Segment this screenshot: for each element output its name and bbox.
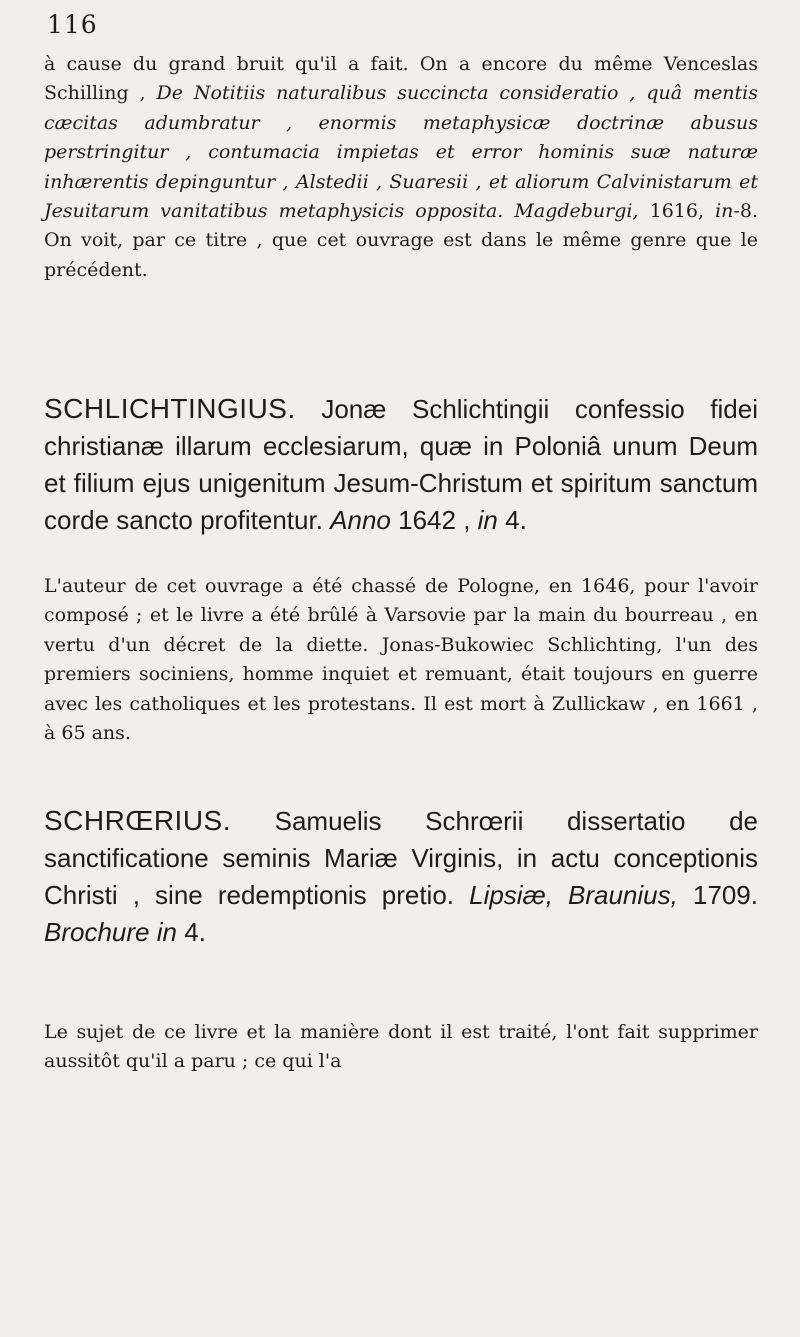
intro-text-1: à cause du grand bruit qu'il a fait. On a encore du même Venceslas Schilling , — [44, 53, 758, 105]
intro-text-3: -8. On voit, par ce titre , que cet ouvrage est dans le même genre que le précédent. — [44, 200, 758, 281]
intro-format-italic: in — [715, 200, 734, 223]
entry-italic-format: Brochure in — [44, 917, 177, 947]
entry-schlichtingius — [44, 390, 758, 539]
entry-body-text: Jonæ Schlichtingii confessio fidei christianæ illarum ecclesiarum, quæ in Poloniâ unum Deum et filium ejus unigenitum Jesum-Christum et spiritum sanctum corde sancto profitentur. — [44, 394, 758, 535]
entry-body-text-2: 1709. — [677, 880, 758, 910]
note-text: L'auteur de cet ouvrage a été chassé de Pologne, en 1646, pour l'avoir composé ; et le livre a été brûlé à Varsovie par la main du bourreau , en vertu d'un décret de la diette. Jonas-Bukowiec Schlichting, l'un des premiers sociniens, homme inquiet et remuant, était toujours en guerre avec les catholiques et les protestans. Il est mort à Zullickaw , en 1661 , à 65 ans. — [44, 575, 758, 745]
note-schroerius — [44, 1018, 758, 1077]
entry-body-text: Samuelis Schrœrii dissertatio de sanctificatione seminis Mariæ Virginis, in actu conceptionis Christi , sine redemptionis pretio. — [44, 806, 758, 910]
entry-body-text-2: 1642 , — [390, 505, 478, 535]
intro-paragraph — [44, 50, 758, 285]
entry-heading: SCHRŒRIUS. — [44, 805, 232, 836]
entry-italic-in: in — [477, 505, 498, 535]
entry-schroerius — [44, 802, 758, 951]
note-schlichtingius — [44, 572, 758, 748]
entry-italic-anno: Anno — [330, 505, 391, 535]
entry-heading: SCHLICHTINGIUS. — [44, 393, 296, 424]
entry-body-text-3: 4. — [497, 505, 527, 535]
entry-body-text-3: 4. — [176, 917, 206, 947]
entry-italic-place: Lipsiæ, Braunius, — [469, 880, 678, 910]
intro-title-italic: De Notitiis naturalibus succincta consideratio , quâ mentis cæcitas adumbratur , enormis metaphysicæ doctrinæ abusus perstringitur , contumacia impietas et error hominis suæ naturæ inhærentis depinguntur , Alstedii , Suaresii , et aliorum Calvinistarum et Jesuitarum vanitatibus metaphysicis opposita. Magdeburgi, — [44, 82, 759, 223]
note-text: Le sujet de ce livre et la manière dont il est traité, l'ont fait supprimer aussitôt qu'il a paru ; ce qui l'a — [44, 1021, 758, 1073]
page-number: 116 — [47, 10, 98, 39]
intro-text-2: 1616, — [638, 200, 716, 223]
